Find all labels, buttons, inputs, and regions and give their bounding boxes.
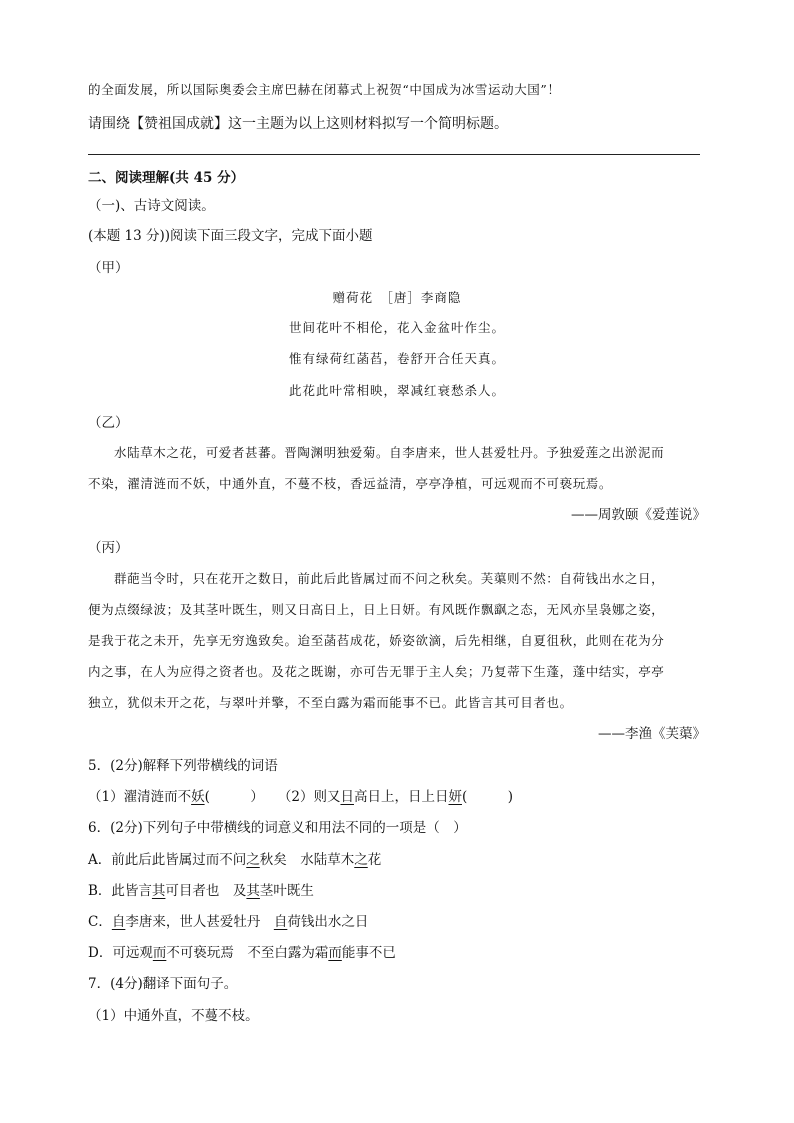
passage-yi-label: （乙）	[88, 415, 129, 431]
question-5-items: （1）濯清涟而不妖( ） （2）则又日高日上，日上日妍( )	[88, 789, 514, 805]
passage-bing-line: 便为点缀绿波；及其茎叶既生，则又日高日上，日上日妍。有风既作飘飖之态，无风亦呈袅娜之姿，	[88, 602, 665, 617]
question-5-stem: 5．(2分)解释下列带横线的词语	[88, 758, 278, 774]
section-heading: 二、阅读理解(共 45 分）	[88, 170, 245, 186]
passage-yi-source: ——周敦颐《爱莲说》	[571, 507, 706, 523]
poem-title: 赠荷花 ［唐］李商隐	[332, 290, 462, 305]
subsection-heading: （一)、古诗文阅读。	[88, 198, 215, 214]
passage-bing-line: 独立，犹似未开之花，与翠叶并擎，不至白露为霜而能事不已。此皆言其可目者也。	[88, 695, 573, 710]
question-6-option-a: A．前此后此皆属过而不问之秋矣 水陆草木之花	[88, 852, 382, 868]
passage-yi-line: 不染，濯清涟而不妖，中通外直，不蔓不枝，香远益清，亭亭净植，可远观而不可亵玩焉。	[88, 476, 613, 491]
passage-bing-label: （丙）	[88, 540, 129, 556]
passage-jia-label: （甲）	[88, 260, 129, 276]
passage-yi-line: 水陆草木之花，可爱者甚蕃。晋陶渊明独爱菊。自李唐来，世人甚爱牡丹。予独爱莲之出淤泥而	[114, 445, 665, 460]
answer-rule	[88, 154, 700, 155]
poem-line: 世间花叶不相伦，花入金盆叶作尘。	[288, 320, 505, 335]
title-prompt: 请围绕【赞祖国成就】这一主题为以上这则材料拟写一个简明标题。	[88, 116, 508, 132]
question-7-item: （1）中通外直，不蔓不枝。	[88, 1008, 259, 1024]
poem-line: 此花此叶常相映，翠减红衰愁杀人。	[288, 383, 505, 398]
passage-bing-line: 群葩当令时，只在花开之数日，前此后此皆属过而不问之秋矣。芙蕖则不然：自荷钱出水之日，	[114, 571, 665, 586]
question-6-stem: 6．(2分)下列句子中带横线的词意义和用法不同的一项是（ ）	[88, 820, 467, 836]
question-6-option-b: B．此皆言其可目者也 及其茎叶既生	[88, 883, 314, 899]
question-7-stem: 7．(4分)翻译下面句子。	[88, 976, 238, 992]
question-6-option-c: C．自李唐来，世人甚爱牡丹 自荷钱出水之日	[88, 914, 369, 930]
poem-line: 惟有绿荷红菡萏，卷舒开合任天真。	[288, 351, 505, 366]
passage-bing-source: ——李渔《芙蕖》	[598, 726, 706, 742]
passage-bing-line: 是我于花之未开，先享无穷逸致矣。迨至菡萏成花，娇姿欲滴，后先相继，自夏徂秋，此则在花为分	[88, 633, 665, 648]
intro-line: 的全面发展，所以国际奥委会主席巴赫在闭幕式上祝贺“中国成为冰雪运动大国”！	[88, 82, 561, 97]
passage-bing-line: 内之事，在人为应得之资者也。及花之既谢，亦可告无罪于主人矣；乃复蒂下生蓬，蓬中结实，亭亭	[88, 664, 665, 679]
question-6-option-d: D．可远观而不可亵玩焉 不至白露为霜而能事不已	[88, 945, 396, 961]
instruction: (本题 13 分))阅读下面三段文字，完成下面小题	[88, 228, 373, 244]
